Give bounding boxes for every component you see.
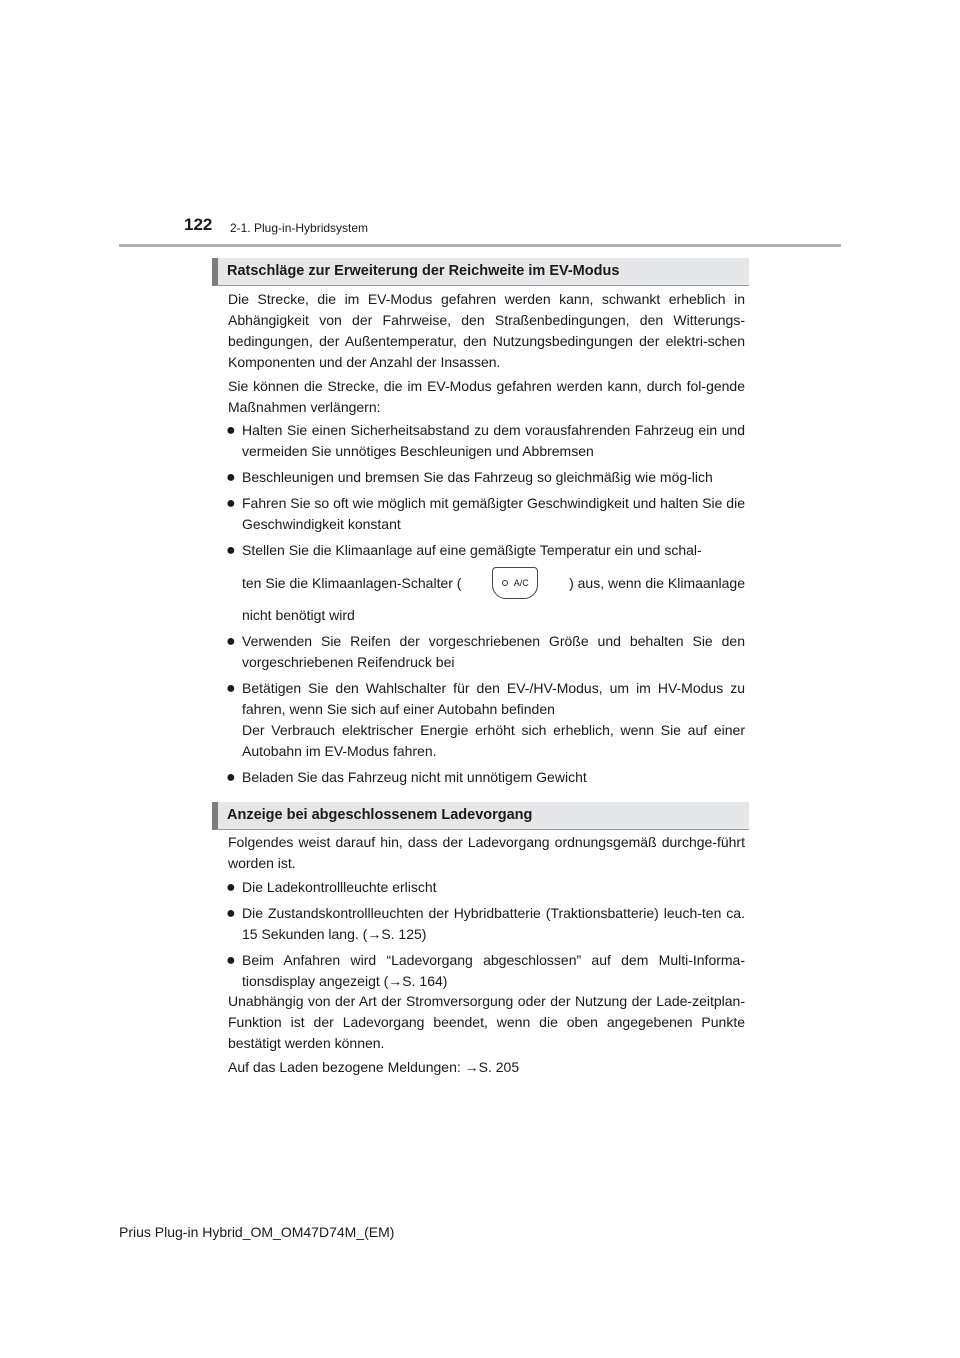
bullet-icon: ● <box>226 879 236 896</box>
list-item: ● Die Zustandskontrollleuchten der Hybridbatterie (Traktionsbatterie) leuch-ten ca. 15 Sekunden lang. (→S. 125) <box>226 905 745 942</box>
section-heading-ev-range: Ratschläge zur Erweiterung der Reichweite im EV-Modus <box>212 258 749 286</box>
list-item: ● Verwenden Sie Reifen der vorgeschriebenen Größe und behalten Sie den vorgeschriebenen Reifendruck bei <box>226 633 745 670</box>
bullet-list-ev-tips <box>228 420 745 793</box>
header-rule <box>119 244 841 247</box>
list-item: ● Beim Anfahren wird “Ladevorgang abgeschlossen” auf dem Multi-Informa-tionsdisplay angezeigt (→S. 164) <box>226 952 745 989</box>
bullet-icon: ● <box>226 469 236 486</box>
bullet-icon: ● <box>226 769 236 786</box>
list-item: ● Beschleunigen und bremsen Sie das Fahrzeug so gleichmäßig wie mög-lich <box>226 469 713 486</box>
bullet-icon: ● <box>226 680 236 697</box>
paragraph-ev-range-intro: Die Strecke, die im EV-Modus gefahren werden kann, schwankt erheblich in Abhängigkeit von der Fahrweise, den Straßenbedingungen, den Witterungs-bedingungen, der Außentemperatur, den Nutzungsbedingungen der elektri-schen Komponenten und der Anzahl der Insassen. <box>228 291 745 370</box>
section-label: 2-1. Plug-in-Hybridsystem <box>230 221 369 235</box>
bullet-icon: ● <box>226 542 236 559</box>
list-item: ● Halten Sie einen Sicherheitsabstand zu dem vorausfahrenden Fahrzeug ein und vermeiden Sie unnötiges Beschleunigen und Abbremsen <box>226 422 745 459</box>
bullet-icon: ● <box>226 495 236 512</box>
paragraph-charge-complete-intro: Folgendes weist darauf hin, dass der Ladevorgang ordnungsgemäß durchge-führt worden ist. <box>228 834 745 871</box>
bullet-icon: ● <box>226 633 236 650</box>
bullet-icon: ● <box>226 905 236 922</box>
paragraph-ev-range-measures: Sie können die Strecke, die im EV-Modus gefahren werden kann, durch fol-gende Maßnahmen verlängern: <box>228 378 745 415</box>
footer-document-id: Prius Plug-in Hybrid_OM_OM47D74M_(EM) <box>119 1224 395 1240</box>
list-item-ac: ● Stellen Sie die Klimaanlage auf eine gemäßigte Temperatur ein und schal- ten Sie die Klimaanlagen-Schalter ( A/C ) aus, wenn die Klimaanlage nicht benötigt wird <box>226 542 745 623</box>
bullet-icon: ● <box>226 422 236 439</box>
list-item-hv: ● Betätigen Sie den Wahlschalter für den EV-/HV-Modus, um im HV-Modus zu fahren, wenn Sie sich auf einer Autobahn befinden Der Verbrauch elektrischer Energie erhöht sich erheblich, wenn Sie auf einer Autobahn im EV-Modus fahren. <box>226 680 745 759</box>
section-heading-charge-complete: Anzeige bei abgeschlossenem Ladevorgang <box>212 802 749 830</box>
list-item: ● Die Ladekontrollleuchte erlischt <box>226 879 437 896</box>
list-item: ● Beladen Sie das Fahrzeug nicht mit unnötigem Gewicht <box>226 769 587 786</box>
bullet-icon: ● <box>226 952 236 969</box>
paragraph-charge-complete-condition: Unabhängig von der Art der Stromversorgung oder der Nutzung der Lade-zeitplan-Funktion ist der Ladevorgang beendet, wenn die oben angegebenen Punkte bestätigt werden können. <box>228 993 745 1051</box>
page-number: 122 <box>184 215 213 234</box>
list-item: ● Fahren Sie so oft wie möglich mit gemäßigter Geschwindigkeit und halten Sie die Geschwindigkeit konstant <box>226 495 745 532</box>
ac-switch-icon: A/C <box>492 567 538 599</box>
bullet-list-charge-indicators <box>228 877 745 997</box>
paragraph-charge-messages: Auf das Laden bezogene Meldungen: →S. 205 <box>228 1059 520 1075</box>
